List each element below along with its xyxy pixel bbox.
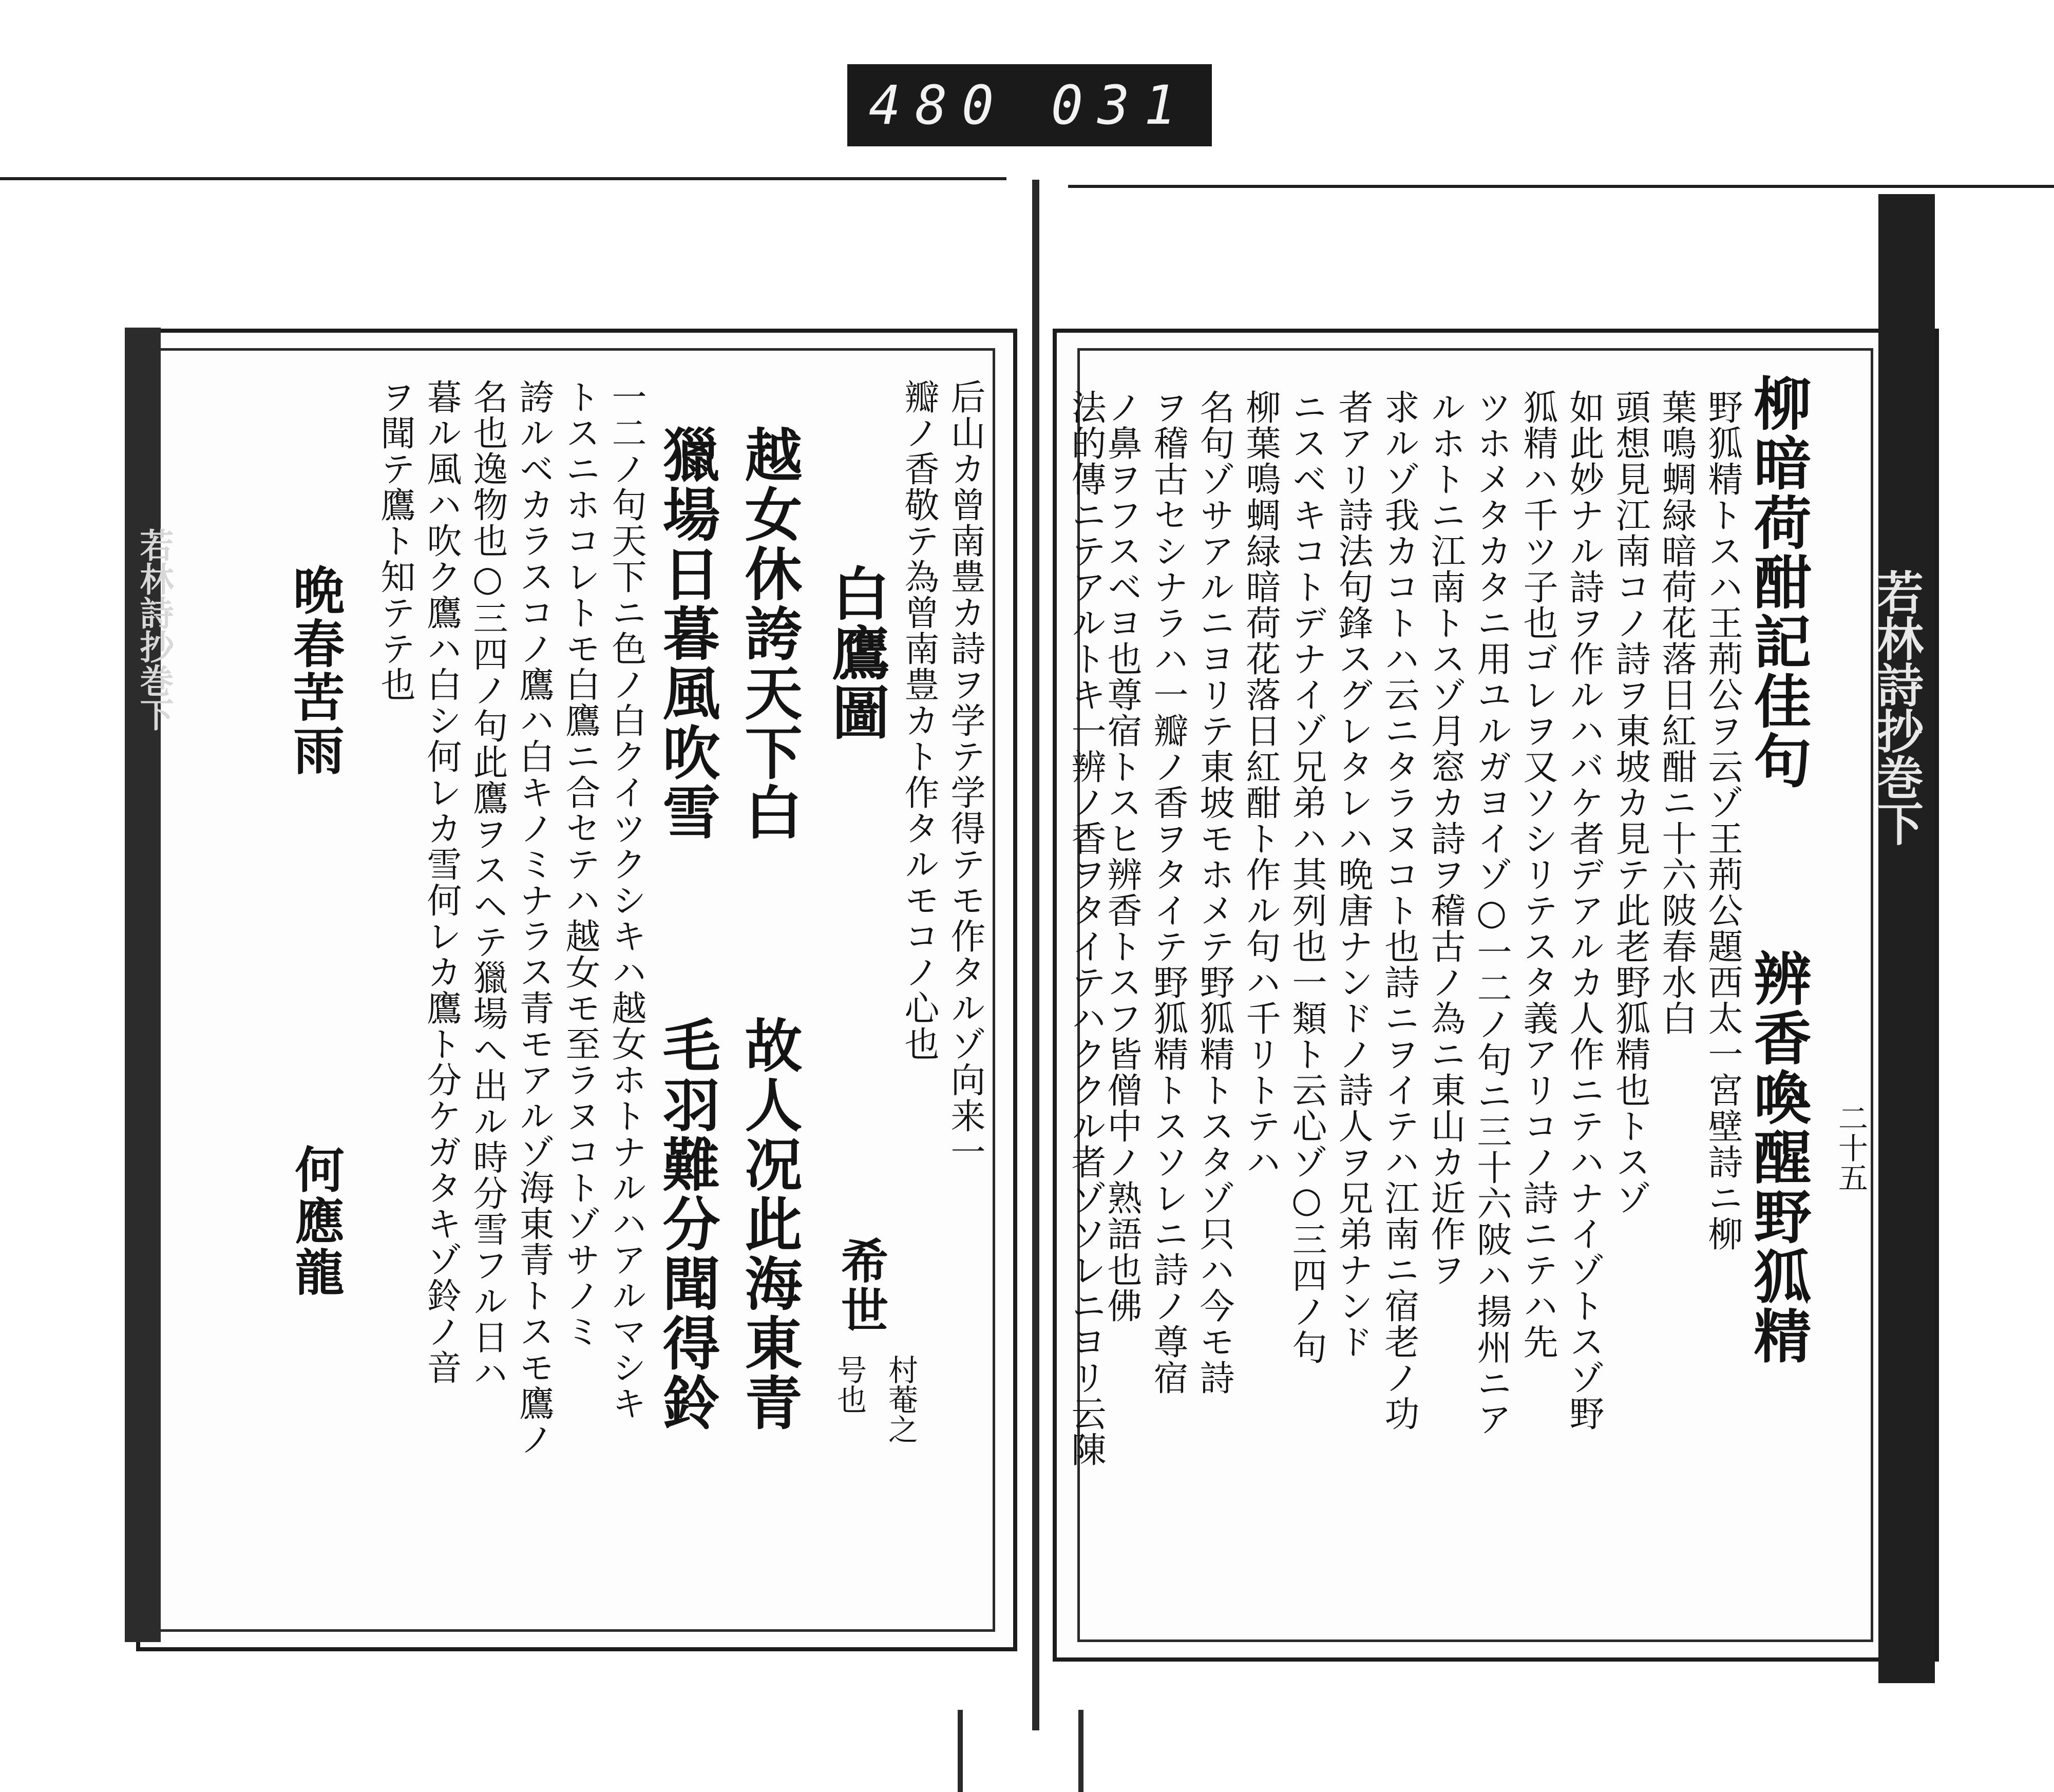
right-body-col-9: 者アリ詩法句鋒スグレタレハ晩唐ナンドノ詩人ヲ兄弟ナンド [1333, 389, 1373, 1360]
top-rule-left [0, 177, 1006, 180]
right-body-col-4: 如此妙ナル詩ヲ作ルハバケ者デアルカ人作ニテハナイゾトスゾ野 [1564, 389, 1604, 1432]
right-page-header: 若林詩抄巻下 [1869, 569, 1924, 846]
left-intro-col-1: 后山カ曾南豊カ詩ヲ学テ学得テモ作タルゾ向来一 [945, 379, 985, 1170]
right-body-col-2: 葉鳴蜩緑暗荷花落日紅酣ニ十六陂春水白 [1656, 389, 1697, 1036]
film-label-left: 480 [868, 74, 1009, 137]
poem-line-3: 故人况此海東青 [735, 1016, 803, 1433]
right-body-col-13: ヲ稽古セシナラハ一瓣ノ香ヲタイテ野狐精トスソレニ詩ノ尊宿 [1148, 389, 1188, 1396]
right-body-col-14: ノ鼻ヲフスベヨ也尊宿トスヒ辨香トスフ皆僧中ノ熟語也佛 [1101, 389, 1142, 1324]
next-poem-author: 何應龍 [287, 1144, 345, 1298]
poem-line-2: 獵場日暮風吹雪 [653, 425, 720, 842]
right-body-col-7: ルホトニ江南トスゾ月窓カ詩ヲ稽古ノ為ニ東山カ近作ヲ [1425, 389, 1466, 1288]
left-intro-col-2: 瓣ノ香敬テ為曾南豊カト作タルモコノ心也 [899, 379, 939, 1062]
right-body-col-8: 求ルゾ我カコトハ云ニタラヌコト也詩ニヲイテハ江南ニ宿老ノ功 [1379, 389, 1419, 1432]
right-page [1053, 329, 1939, 1662]
right-page-header-strip [1878, 194, 1935, 1683]
left-body-col-2: トスニホコレトモ白鷹ニ合セテハ越女モ至ラヌコトゾサノミ [560, 379, 600, 1349]
right-title-1: 柳暗荷酣記佳句 [1744, 374, 1812, 791]
left-body-col-3: 誇ルベカラスコノ鷹ハ白キノミナラス青モアルゾ海東青トスモ鷹ノ [514, 379, 554, 1457]
poem-line-4: 毛羽難分聞得鈴 [653, 1016, 720, 1433]
gutter-bottom-mark-1 [958, 1710, 963, 1792]
right-body-col-15: 法的傳ニテアルトキ一辨ノ香ヲタイテハククル者ゾソレニヨリ云陳 [1066, 389, 1106, 1467]
right-body-col-3: 頭想見江南コノ詩ヲ東坡カ見テ此老野狐精也トスゾ [1610, 389, 1650, 1216]
left-body-col-1: 一二ノ句天下ニ色ノ白クイツクシキハ越女ホトナルハアルマシキ [606, 379, 646, 1421]
gutter-line [1032, 180, 1039, 1730]
poem-author: 希世 [833, 1236, 889, 1335]
poem-author-note-2: 号也 [832, 1355, 867, 1414]
top-rule-right [1068, 185, 2054, 188]
poem-title: 白鷹圖 [823, 564, 890, 742]
left-page-header: 若林詩抄巻下 [134, 528, 174, 731]
right-title-2: 辨香喚醒野狐精 [1744, 949, 1812, 1366]
right-body-col-10: ニスベキコトデナイゾ兄弟ハ其列也一類ト云心ゾ○三四ノ句 [1286, 389, 1327, 1365]
left-body-col-4: 名也逸物也○三四ノ句此鷹ヲスヘテ獵場へ出ル時分雪フル日ハ [467, 379, 508, 1391]
right-body-col-1: 野狐精トスハ王荊公ヲ云ゾ王荊公題西太一宮壁詩ニ柳 [1702, 389, 1743, 1252]
gutter-bottom-mark-2 [1078, 1710, 1083, 1792]
right-body-col-11: 柳葉鳴蜩緑暗荷花落日紅酣ト作ル句ハ千リトテハ [1240, 389, 1281, 1180]
right-body-col-5: 狐精ハ千ツ子也ゴレヲ又ソシリテスタ義アリコノ詩ニテハ先 [1517, 389, 1558, 1360]
film-label-right: 031 [1051, 74, 1191, 137]
right-page-number: 二十五 [1833, 1103, 1868, 1192]
poem-line-1: 越女休誇天下白 [735, 425, 803, 842]
right-body-col-6: ツホメタカタニ用ユルガヨイゾ○一二ノ句ニ三十六陂ハ揚州ニア [1471, 389, 1512, 1437]
left-page-edge-strip [125, 328, 161, 1642]
left-body-col-5: 暮ル風ハ吹ク鷹ハ白シ何レカ雪何レカ鷹ト分ケガタキゾ鈴ノ音 [421, 379, 462, 1385]
next-poem-title: 晩春苦雨 [284, 564, 345, 777]
left-body-col-6: ヲ聞テ鷹ト知テテ也 [375, 379, 415, 702]
right-body-col-12: 名句ゾサアルニヨリテ東坡モホメテ野狐精トスタゾ只ハ今モ詩 [1194, 389, 1234, 1396]
left-page [136, 329, 1017, 1651]
film-label [847, 64, 1212, 146]
poem-author-note-1: 村菴之 [883, 1355, 918, 1444]
